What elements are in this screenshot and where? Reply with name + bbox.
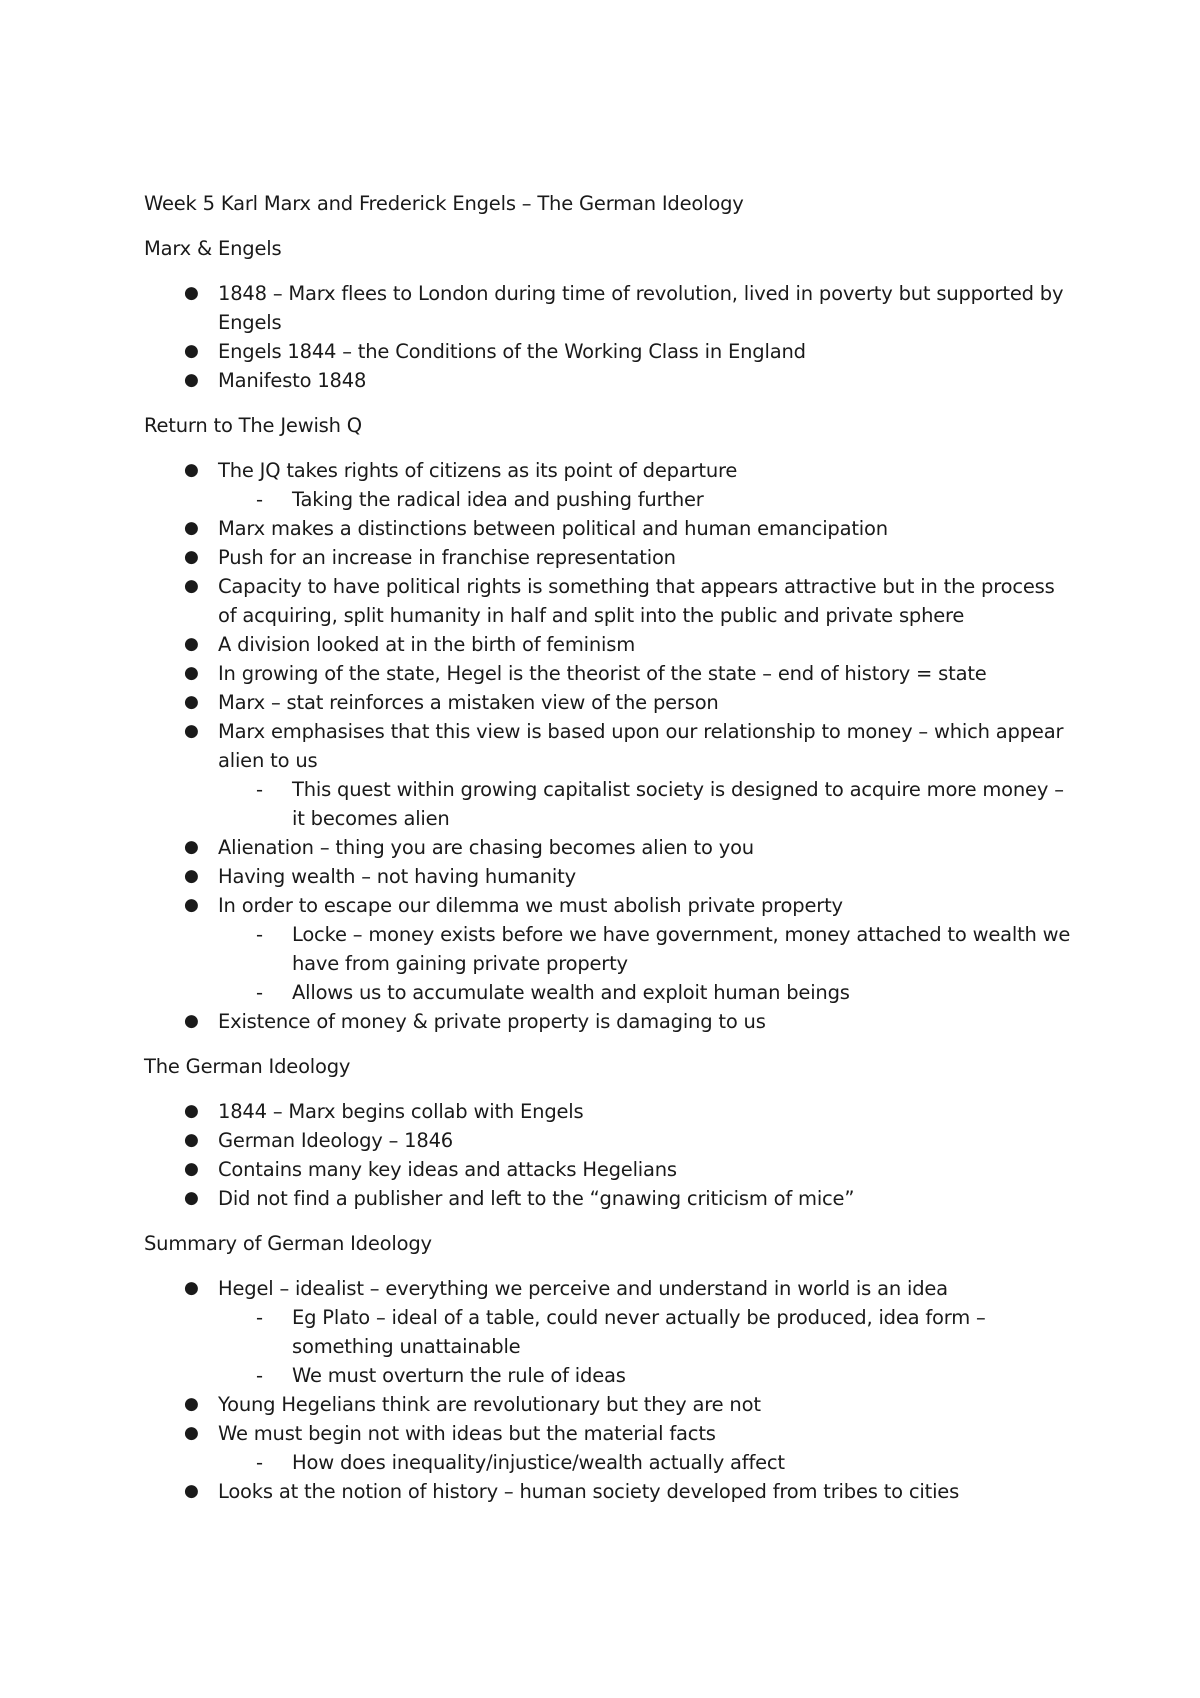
list-item [144, 717, 1074, 833]
sub-list [218, 775, 1074, 833]
dash-icon: - [256, 778, 263, 801]
list-item-text: Marx emphasises that this view is based upon our relationship to money – which appear alien to us [218, 720, 1064, 772]
list-item [144, 630, 1074, 659]
list-item-text: Did not find a publisher and left to the “gnawing criticism of mice” [218, 1187, 855, 1210]
list-item-text: Young Hegelians think are revolutionary but they are not [218, 1393, 761, 1416]
bullet-icon: ● [184, 1394, 199, 1414]
sub-list [218, 1448, 1074, 1477]
list-item-text: German Ideology – 1846 [218, 1129, 453, 1152]
sub-list-item-text: Taking the radical idea and pushing further [292, 488, 704, 511]
sub-list-item [218, 1361, 1074, 1390]
dash-icon: - [256, 923, 263, 946]
sub-list [218, 920, 1074, 1007]
list-item [144, 1477, 1074, 1506]
sub-list-item [218, 485, 1074, 514]
list-item-text: Capacity to have political rights is something that appears attractive but in the process of acquiring, split humanity in half and split into the public and private sphere [218, 575, 1055, 627]
bullet-icon: ● [184, 1481, 199, 1501]
bullet-icon: ● [184, 1101, 199, 1121]
list-item-text: In growing of the state, Hegel is the theorist of the state – end of history = state [218, 662, 987, 685]
list-item-text: Having wealth – not having humanity [218, 865, 576, 888]
list-item [144, 279, 1074, 337]
list-item-text: Push for an increase in franchise representation [218, 546, 676, 569]
list-item-text: In order to escape our dilemma we must abolish private property [218, 894, 843, 917]
sub-list-item-text: This quest within growing capitalist society is designed to acquire more money – it becomes alien [292, 778, 1064, 830]
bullet-icon: ● [184, 1423, 199, 1443]
list-item [144, 366, 1074, 395]
list-item [144, 1184, 1074, 1213]
bullet-icon: ● [184, 547, 199, 567]
list-item-text: Engels 1844 – the Conditions of the Working Class in England [218, 340, 806, 363]
sub-list-item [218, 1448, 1074, 1477]
dash-icon: - [256, 488, 263, 511]
list-item-text: 1844 – Marx begins collab with Engels [218, 1100, 584, 1123]
list-item [144, 1007, 1074, 1036]
list-item [144, 572, 1074, 630]
list-item [144, 1274, 1074, 1390]
list-item [144, 862, 1074, 891]
bullet-icon: ● [184, 1188, 199, 1208]
bullet-list [144, 1274, 1074, 1506]
list-item-text: Marx makes a distinctions between political and human emancipation [218, 517, 888, 540]
list-item [144, 659, 1074, 688]
sub-list [218, 1303, 1074, 1390]
list-item-text: The JQ takes rights of citizens as its point of departure [218, 459, 738, 482]
section-heading: Summary of German Ideology [144, 1232, 432, 1255]
list-item-text: Hegel – idealist – everything we perceive and understand in world is an idea [218, 1277, 948, 1300]
sub-list-item [218, 978, 1074, 1007]
dash-icon: - [256, 981, 263, 1004]
bullet-icon: ● [184, 283, 199, 303]
list-item [144, 1390, 1074, 1419]
list-item [144, 1126, 1074, 1155]
bullet-list [144, 456, 1074, 1036]
list-item-text: Contains many key ideas and attacks Hegelians [218, 1158, 677, 1181]
list-item-text: We must begin not with ideas but the material facts [218, 1422, 716, 1445]
list-item [144, 543, 1074, 572]
bullet-icon: ● [184, 895, 199, 915]
document-title: Week 5 Karl Marx and Frederick Engels – The German Ideology [144, 192, 744, 215]
bullet-icon: ● [184, 460, 199, 480]
list-item [144, 891, 1074, 1007]
bullet-icon: ● [184, 837, 199, 857]
section-heading: Marx & Engels [144, 237, 282, 260]
list-item [144, 1097, 1074, 1126]
list-item-text: Manifesto 1848 [218, 369, 367, 392]
list-item [144, 688, 1074, 717]
bullet-icon: ● [184, 692, 199, 712]
list-item-text: Looks at the notion of history – human society developed from tribes to cities [218, 1480, 960, 1503]
bullet-list [144, 279, 1074, 395]
list-item [144, 337, 1074, 366]
list-item [144, 1155, 1074, 1184]
sub-list-item [218, 775, 1074, 833]
sub-list-item [218, 920, 1074, 978]
list-item-text: Existence of money & private property is damaging to us [218, 1010, 766, 1033]
bullet-icon: ● [184, 576, 199, 596]
list-item [144, 456, 1074, 514]
bullet-icon: ● [184, 721, 199, 741]
document-body [144, 234, 1074, 1506]
list-item-text: A division looked at in the birth of feminism [218, 633, 635, 656]
list-item [144, 1419, 1074, 1477]
bullet-icon: ● [184, 663, 199, 683]
sub-list-item-text: Locke – money exists before we have government, money attached to wealth we have from gaining private property [292, 923, 1071, 975]
list-item [144, 514, 1074, 543]
list-item-text: 1848 – Marx flees to London during time of revolution, lived in poverty but supported by Engels [218, 282, 1064, 334]
bullet-icon: ● [184, 1159, 199, 1179]
document-page [144, 189, 1074, 1522]
dash-icon: - [256, 1451, 263, 1474]
bullet-list [144, 1097, 1074, 1213]
list-item-text: Marx – stat reinforces a mistaken view of the person [218, 691, 719, 714]
bullet-icon: ● [184, 341, 199, 361]
sub-list-item-text: Allows us to accumulate wealth and exploit human beings [292, 981, 850, 1004]
sub-list-item-text: We must overturn the rule of ideas [292, 1364, 626, 1387]
bullet-icon: ● [184, 518, 199, 538]
sub-list [218, 485, 1074, 514]
sub-list-item-text: How does inequality/injustice/wealth actually affect [292, 1451, 785, 1474]
bullet-icon: ● [184, 866, 199, 886]
bullet-icon: ● [184, 1011, 199, 1031]
list-item [144, 833, 1074, 862]
bullet-icon: ● [184, 1278, 199, 1298]
section-heading: Return to The Jewish Q [144, 414, 362, 437]
dash-icon: - [256, 1364, 263, 1387]
list-item-text: Alienation – thing you are chasing becomes alien to you [218, 836, 754, 859]
sub-list-item-text: Eg Plato – ideal of a table, could never actually be produced, idea form – something unattainable [292, 1306, 986, 1358]
section-heading: The German Ideology [144, 1055, 351, 1078]
bullet-icon: ● [184, 370, 199, 390]
dash-icon: - [256, 1306, 263, 1329]
bullet-icon: ● [184, 1130, 199, 1150]
bullet-icon: ● [184, 634, 199, 654]
sub-list-item [218, 1303, 1074, 1361]
